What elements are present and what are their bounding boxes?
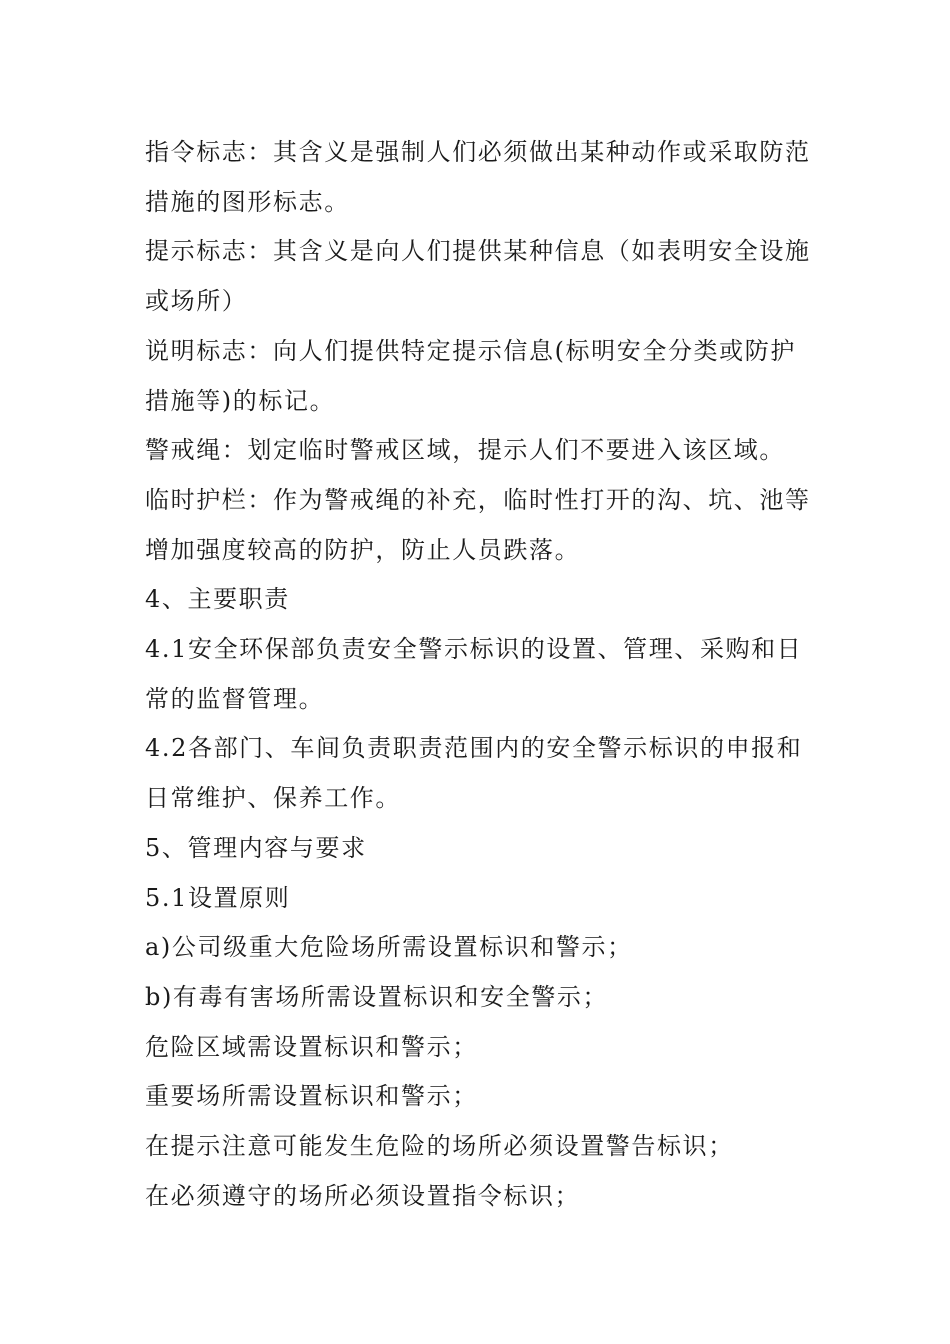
list-item: 在提示注意可能发生危险的场所必须设置警告标识； — [145, 1132, 734, 1161]
section-heading-management: 5、管理内容与要求 — [145, 833, 367, 862]
list-item-a: a)公司级重大危险场所需设置标识和警示； — [145, 933, 633, 962]
subsection-heading-5-1: 5.1设置原则 — [145, 883, 291, 912]
list-item-b: b)有毒有害场所需设置标识和安全警示； — [145, 982, 609, 1011]
paragraph-warning-rope: 警戒绳：划定临时警戒区域，提示人们不要进入该区域。 — [145, 436, 785, 465]
paragraph-temporary-barrier: 临时护栏：作为警戒绳的补充，临时性打开的沟、坑、池等增加强度较高的防护，防止人员跌落。 — [145, 485, 811, 564]
document-body — [145, 128, 815, 1221]
paragraph-4-1: 4.1安全环保部负责安全警示标识的设置、管理、采购和日常的监督管理。 — [145, 635, 803, 713]
list-item: 重要场所需设置标识和警示； — [145, 1082, 478, 1111]
paragraph-4-2: 4.2各部门、车间负责职责范围内的安全警示标识的申报和日常维护、保养工作。 — [145, 734, 803, 813]
paragraph-prompt-sign: 提示标志：其含义是向人们提供某种信息（如表明安全设施或场所） — [145, 237, 811, 316]
paragraph-description-sign: 说明标志：向人们提供特定提示信息(标明安全分类或防护措施等)的标记。 — [145, 336, 796, 415]
section-heading-responsibilities: 4、主要职责 — [145, 585, 290, 614]
paragraph-instruction-sign: 指令标志：其含义是强制人们必须做出某种动作或采取防范措施的图形标志。 — [145, 138, 811, 216]
list-item: 危险区域需设置标识和警示； — [145, 1032, 478, 1061]
list-item: 在必须遵守的场所必须设置指令标识； — [145, 1181, 581, 1210]
